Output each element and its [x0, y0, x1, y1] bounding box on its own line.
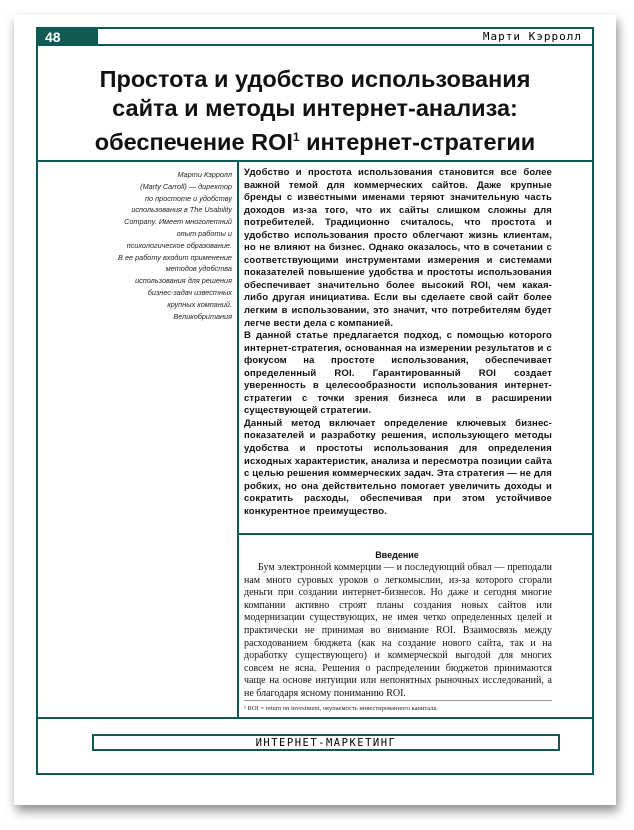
- bio-line: методов удобства: [165, 264, 232, 274]
- bio-line: Великобритания: [173, 311, 232, 321]
- bio-line: крупных компаний.: [167, 299, 232, 309]
- magazine-page: [14, 15, 616, 805]
- column-divider: [237, 160, 239, 717]
- bio-line: Марти Кэрролл: [177, 170, 232, 179]
- article-title: [54, 65, 576, 157]
- bio-line: использования для решения: [135, 276, 232, 286]
- title-line-3: [54, 123, 576, 157]
- section-heading: Введение: [375, 550, 419, 560]
- bio-line: использования в The Usability: [131, 205, 232, 215]
- intro-paragraph: Бум электронной коммерции — и последующий обвал — преподали нам много суровых уроков о легкомыслии, из-за которого сгорали деньги при создании интернет-бизнесов. Но даже и сегодня многие компании активно строят планы создания новых сайтов или модернизации существующих, не имея четко определенных целей и практически не принимая во внимание ROI. Взаимосвязь между расходованием бюджета (как на создание нового сайта, так и на доработку существующего) и коммерческой выгодой для многих совсем не ясна. Решения о распределении бюджетов принимаются чаще на основе интуиции или непонятных рыночных исследований, а не благодаря ясному пониманию ROI.: [244, 562, 552, 699]
- article-abstract: [244, 167, 552, 518]
- title-divider: [36, 160, 594, 162]
- page-number: 48: [36, 27, 98, 46]
- footnote-ref: 1: [292, 130, 300, 144]
- title-line-2: сайта и методы интернет-анализа:: [112, 95, 518, 121]
- title-line-3-end: интернет-стратегии: [299, 128, 536, 155]
- header-author: Марти Кэрролл: [98, 27, 594, 46]
- footnote: ¹ ROI = return on investment, окупаемость инвестированного капитала.: [244, 705, 439, 712]
- footnote-rule: [244, 700, 552, 701]
- author-bio: [66, 169, 232, 322]
- bio-line: бизнес-задач известных: [147, 287, 232, 297]
- abstract-paragraph-3: Данный метод включает определение ключевых бизнес-показателей и разработку решения, использующего методы удобства и простоты использования для определения исходных характеристик, анализа и пересмотра позиции сайта с целью решения коммерческих задач. Эта стратегия — не для робких, но она действительно помогает увеличить доходы и сократить расходы, обеспечивая при этом устойчивое конкурентное преимущество.: [244, 417, 552, 517]
- section-footer: ИНТЕРНЕТ-МАРКЕТИНГ: [92, 734, 560, 751]
- bio-line: психологическое образование.: [126, 240, 232, 250]
- abstract-paragraph-1: Удобство и простота использования становится все более важной темой для коммерческих сайтов. Даже крупные бренды с известными именами теряют значительную часть доходов из-за того, что их сайты слишком сложны для потребителей. Традиционно считалось, что простота и удобство использования просто облегчают жизнь клиентам, но не влияют на бизнес. Однако оказалось, что в сочетании с соответствующими инструментами измерения и системами показателей повышение удобства и простоты использования обеспечивает значительно более высокий ROI, чем какая-либо другая инициатива. Если вы сделаете свой сайт более легким в использовании, это значит, что потребителям будет легче вести дела с компанией.: [244, 167, 552, 329]
- section-body: [244, 562, 552, 701]
- bio-line: Company. Имеет многолетний: [124, 217, 232, 227]
- footer-divider: [36, 717, 594, 719]
- bio-line: опыт работы и: [176, 228, 232, 238]
- page-header: [36, 27, 594, 46]
- bio-line: (Marty Carroll) — директор: [140, 181, 232, 191]
- abstract-paragraph-2: В данной статье предлагается подход, с помощью которого интернет-стратегия, основанная на измерении результатов и с фокусом на простоте использования, обеспечивает определенный ROI. Гарантированный ROI создает уверенность в целесообразности использования интернет-стратегии с точки зрения бизнеса или в расширении существующей стратегии.: [244, 330, 552, 417]
- bio-line: В ее работу входит применение: [118, 252, 232, 262]
- bio-line: по простоте и удобству: [145, 193, 232, 203]
- title-line-1: Простота и удобство использования: [99, 66, 531, 92]
- title-line-3-start: обеспечение ROI: [94, 128, 293, 155]
- abstract-divider: [237, 533, 594, 535]
